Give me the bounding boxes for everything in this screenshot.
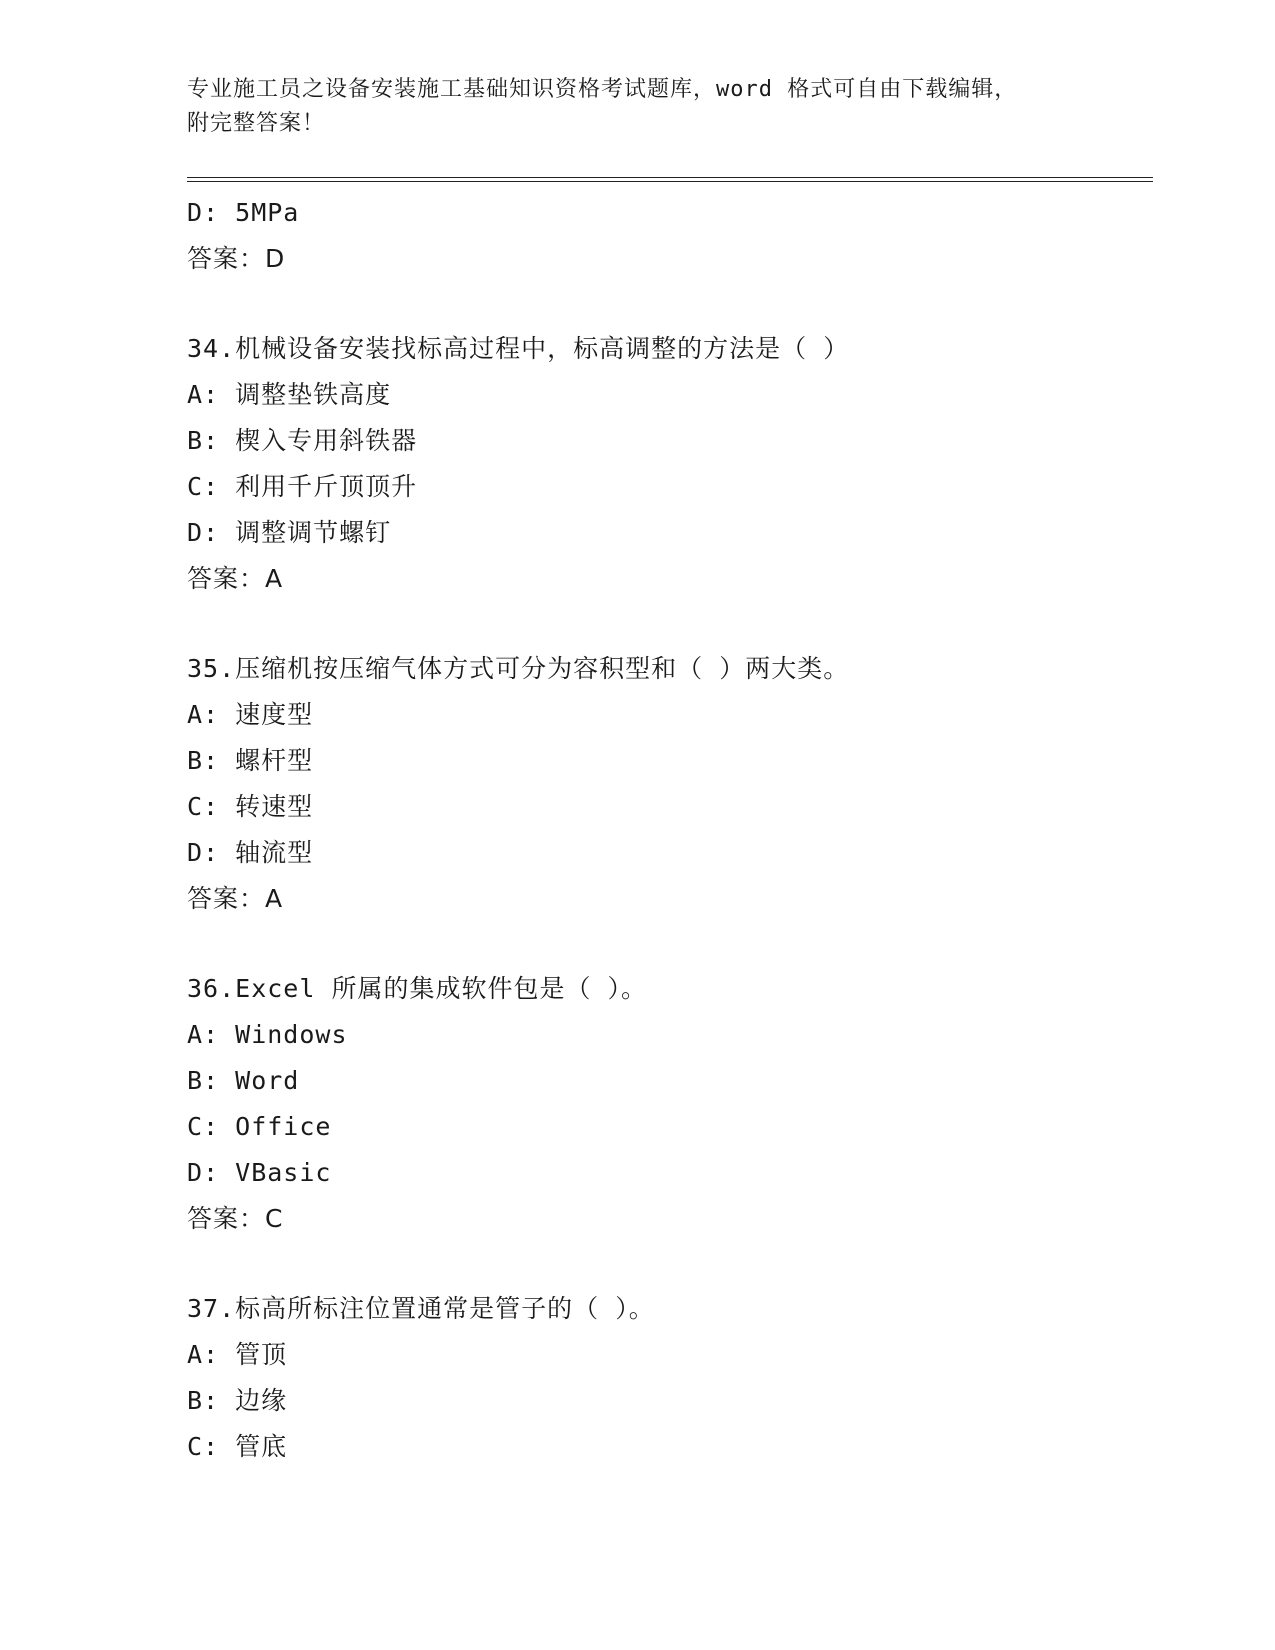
question-36: [187, 966, 1147, 1242]
option-b: B: 楔入专用斜铁器: [187, 426, 418, 455]
question-34: [187, 326, 1147, 602]
answer-line: 答案：A: [187, 564, 284, 593]
question-title: 37.标高所标注位置通常是管子的（ ）。: [187, 1294, 655, 1323]
question-list: [187, 190, 1147, 1470]
option-c: C: 转速型: [187, 792, 314, 821]
option-a: A: Windows: [187, 1020, 348, 1049]
question-title: 36.Excel 所属的集成软件包是（ ）。: [187, 974, 648, 1003]
option-c: C: 管底: [187, 1432, 288, 1461]
question-37: [187, 1286, 1147, 1470]
question-title: 35.压缩机按压缩气体方式可分为容积型和（ ）两大类。: [187, 654, 850, 683]
option-a: A: 速度型: [187, 700, 314, 729]
option-d: D: 轴流型: [187, 838, 314, 867]
header-line-2: 附完整答案！: [187, 111, 326, 136]
document-header: [187, 73, 1087, 141]
option-c: C: Office: [187, 1112, 332, 1141]
question-35: [187, 646, 1147, 922]
answer-line: 答案：C: [187, 1204, 284, 1233]
answer-line: 答案：A: [187, 884, 284, 913]
header-divider-bottom: [187, 181, 1153, 182]
answer-line: 答案：D: [187, 244, 286, 273]
option-b: B: 边缘: [187, 1386, 288, 1415]
option-b: B: Word: [187, 1066, 300, 1095]
option-d: D: 调整调节螺钉: [187, 518, 392, 547]
option-d: D: VBasic: [187, 1158, 332, 1187]
option-c: C: 利用千斤顶顶升: [187, 472, 418, 501]
question-title: 34.机械设备安装找标高过程中，标高调整的方法是（ ）: [187, 334, 850, 363]
previous-question-tail: [187, 190, 1147, 282]
option-a: A: 管顶: [187, 1340, 288, 1369]
option-d: D: 5MPa: [187, 198, 300, 227]
header-divider-top: [187, 177, 1153, 178]
option-b: B: 螺杆型: [187, 746, 314, 775]
header-line-1: 专业施工员之设备安装施工基础知识资格考试题库，word 格式可自由下载编辑，: [187, 77, 1018, 102]
option-a: A: 调整垫铁高度: [187, 380, 392, 409]
